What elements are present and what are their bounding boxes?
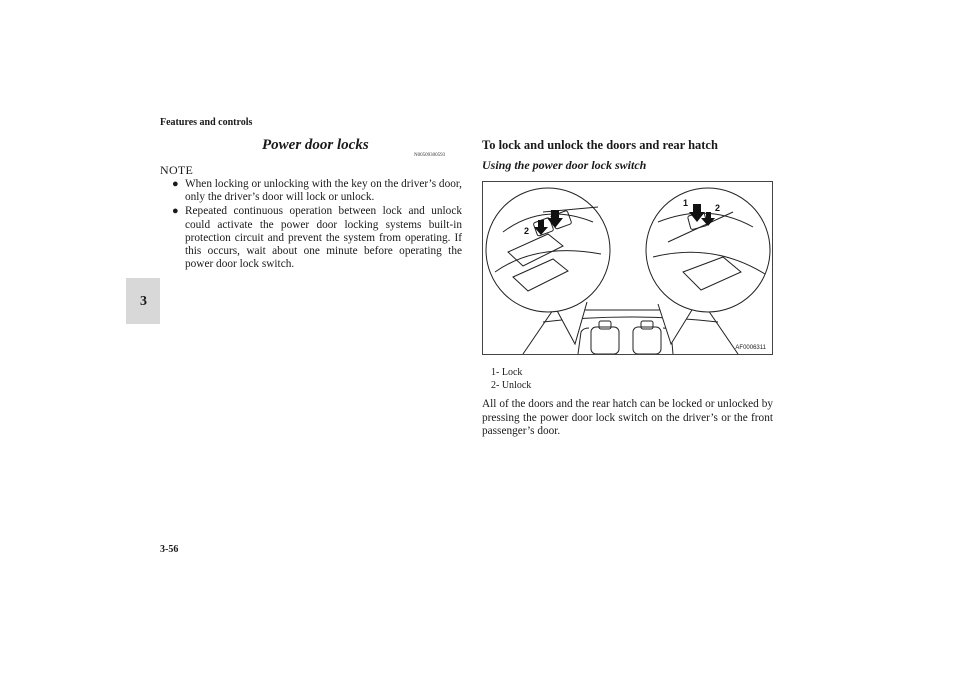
seat-left <box>591 327 619 354</box>
note-item <box>172 178 462 204</box>
chapter-tab-number: 3 <box>140 294 147 309</box>
note-item <box>172 205 462 271</box>
section-title: Power door locks <box>262 137 369 153</box>
note-list <box>172 178 462 272</box>
body-paragraph: All of the doors and the rear hatch can be locked or unlocked by pressing the power door lock switch on the driver’s or the front passenger’s door. <box>482 398 773 437</box>
right-callout-label: 2 <box>715 203 721 213</box>
headrest-left <box>599 321 611 329</box>
note-label: NOTE <box>160 163 194 177</box>
console-left <box>578 328 589 354</box>
page-number: 3-56 <box>160 544 179 555</box>
legend-item-unlock: 2- Unlock <box>491 380 532 391</box>
subsection-subtitle: Using the power door lock switch <box>482 158 647 172</box>
left-callout-label: 2 <box>524 226 530 236</box>
bullet-icon: ● <box>172 178 179 190</box>
illustration-svg <box>483 182 772 354</box>
figure-legend <box>491 366 531 392</box>
section-header: Features and controls <box>160 117 253 128</box>
headrest-right <box>641 321 653 329</box>
note-text: Repeated continuous operation between lock and unlock could activate the power door locking systems built-in protection circuit and prevent the system from operating. If this occurs, wait about one minute before operating the power door lock switch. <box>185 205 462 271</box>
left-callout-label: 1 <box>550 209 556 219</box>
right-callout-circle <box>646 188 770 312</box>
door-lock-switch-illustration <box>482 181 773 355</box>
seat-right <box>633 327 661 354</box>
note-text: When locking or unlocking with the key on the driver’s door, only the driver’s door will lock or unlock. <box>185 178 462 204</box>
subsection-title: To lock and unlock the doors and rear hatch <box>482 138 718 152</box>
section-code: N00509300593 <box>414 153 446 158</box>
left-callout-circle <box>486 188 610 312</box>
bullet-icon: ● <box>172 205 179 218</box>
legend-item-lock: 1- Lock <box>491 367 523 378</box>
right-callout-label: 1 <box>683 198 689 208</box>
figure-code: AF0006311 <box>735 345 766 351</box>
